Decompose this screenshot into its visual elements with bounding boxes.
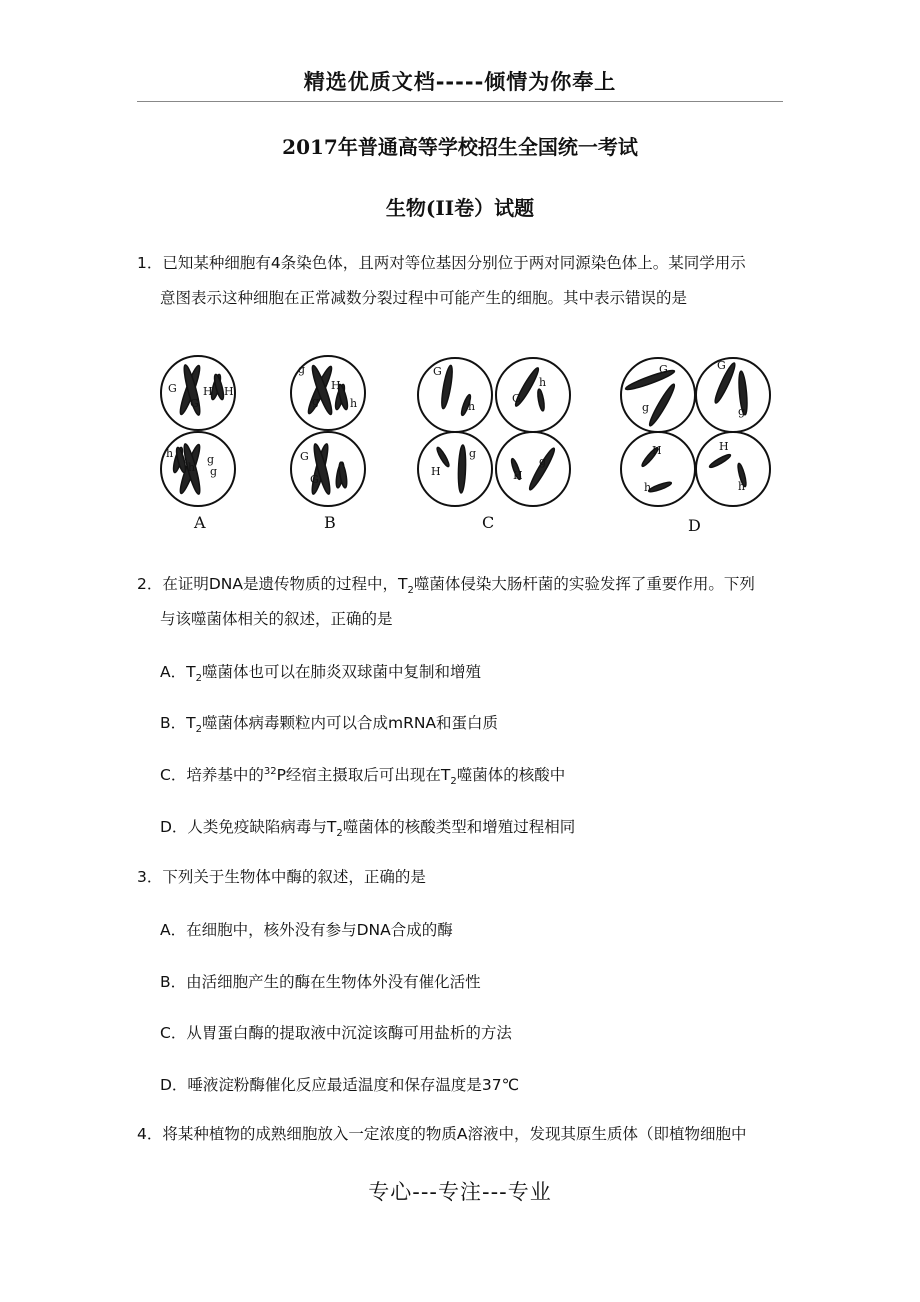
gene-label: g <box>738 405 746 418</box>
gene-label: g <box>642 401 650 414</box>
gene-label: h <box>166 447 174 460</box>
gene-label: G <box>310 473 319 486</box>
gene-label: H <box>224 385 234 398</box>
gene-label: G <box>512 392 521 405</box>
q2-stem-b: 噬菌体侵染大肠杆菌的实验发挥了重要作用。下列 <box>413 575 755 593</box>
subscript: 2 <box>336 828 343 840</box>
exam-title: 2017年普通高等学校招生全国统一考试 <box>282 135 638 159</box>
figure-label-a: A <box>194 513 206 532</box>
q2-number: 2． <box>137 575 163 593</box>
q2-option-d <box>160 815 575 839</box>
option-text: 噬菌体的核酸中 <box>456 766 566 784</box>
gene-label: g <box>298 363 306 376</box>
q4-stem-text: 将某种植物的成熟细胞放入一定浓度的物质A溶液中，发现其原生质体（即植物细胞中 <box>162 1125 747 1143</box>
q1-line1 <box>137 247 787 280</box>
q3-stem <box>137 861 787 894</box>
gene-label: G <box>300 450 309 463</box>
q2-option-b <box>160 711 498 735</box>
gene-label: H <box>719 440 729 453</box>
gene-label: g <box>312 395 320 408</box>
q3-option-a: A．在细胞中，核外没有参与DNA合成的酶 <box>160 921 453 939</box>
cell-a2 <box>161 432 235 506</box>
subscript: 2 <box>195 673 202 685</box>
option-text: 噬菌体也可以在肺炎双球菌中复制和增殖 <box>201 663 481 681</box>
gene-label: H <box>203 385 213 398</box>
gene-label: H <box>431 465 441 478</box>
gene-label: G <box>433 365 442 378</box>
subscript: 2 <box>407 585 414 597</box>
gene-label: g <box>210 465 218 478</box>
q3-number: 3． <box>137 868 163 886</box>
cell-b2 <box>291 432 365 506</box>
option-text: P经宿主摄取后可出现在T <box>276 766 451 784</box>
gene-label: G <box>190 397 199 410</box>
q3-option-d: D．唾液淀粉酶催化反应最适温度和保存温度是37℃ <box>160 1076 520 1094</box>
gene-label: h <box>539 376 547 389</box>
header-divider <box>137 101 783 102</box>
q1-number: 1． <box>137 254 163 272</box>
subscript: 2 <box>450 776 457 788</box>
gene-label: h <box>468 400 476 413</box>
gene-label: G <box>717 359 726 372</box>
figure-label-d: D <box>688 516 701 535</box>
option-prefix: C．培养基中的 <box>160 766 264 784</box>
gene-label: h <box>188 461 196 474</box>
cell-c1 <box>418 358 492 432</box>
q3-option-c: C．从胃蛋白酶的提取液中沉淀该酶可用盐析的方法 <box>160 1024 512 1042</box>
gene-label: G <box>168 382 177 395</box>
superscript: 32 <box>263 765 277 777</box>
gene-label: g <box>207 453 215 466</box>
cell-d1 <box>621 358 695 432</box>
figure-label-b: B <box>324 513 336 532</box>
q3-option-b: B．由活细胞产生的酶在生物体外没有催化活性 <box>160 973 481 991</box>
q2-line1 <box>137 568 787 607</box>
cell-c2 <box>496 358 570 432</box>
subscript: 2 <box>195 724 202 736</box>
q2-stem-a: 在证明DNA是遗传物质的过程中，T <box>162 575 408 593</box>
exam-subtitle: 生物(II卷）试题 <box>385 196 535 220</box>
gene-label: H <box>513 469 523 482</box>
gene-label: h <box>350 397 358 410</box>
q3-stem-text: 下列关于生物体中酶的叙述，正确的是 <box>162 868 426 886</box>
option-prefix: D．人类免疫缺陷病毒与T <box>160 818 337 836</box>
option-prefix: A．T <box>160 663 196 681</box>
q2-option-a <box>160 660 481 684</box>
option-text: 噬菌体病毒颗粒内可以合成mRNA和蛋白质 <box>201 714 499 732</box>
q1-line2: 意图表示这种细胞在正常减数分裂过程中可能产生的细胞。其中表示错误的是 <box>160 289 688 307</box>
q4-number: 4． <box>137 1125 163 1143</box>
q2-option-c <box>160 763 565 787</box>
gene-label: H <box>331 379 341 392</box>
q2-line2: 与该噬菌体相关的叙述，正确的是 <box>160 610 393 628</box>
gene-label: H <box>652 444 662 457</box>
option-text: 噬菌体的核酸类型和增殖过程相同 <box>342 818 576 836</box>
page-header: 精选优质文档-----倾情为你奉上 <box>303 70 617 94</box>
figure-label-c: C <box>482 513 495 532</box>
gene-label: G <box>659 363 668 376</box>
gene-label: h <box>644 481 652 494</box>
gene-label: g <box>469 447 477 460</box>
page-footer: 专心---专注---专业 <box>368 1180 552 1204</box>
q1-stem-1: 已知某种细胞有4条染色体，且两对等位基因分别位于两对同源染色体上。某同学用示 <box>162 254 746 272</box>
cell-d4 <box>696 432 770 506</box>
meiosis-cells-figure <box>150 345 790 545</box>
option-prefix: B．T <box>160 714 196 732</box>
q4-line1 <box>137 1118 787 1151</box>
gene-label: g <box>539 455 547 468</box>
cell-c3 <box>418 432 492 506</box>
gene-label: h <box>738 480 746 493</box>
cell-c4 <box>496 432 570 506</box>
